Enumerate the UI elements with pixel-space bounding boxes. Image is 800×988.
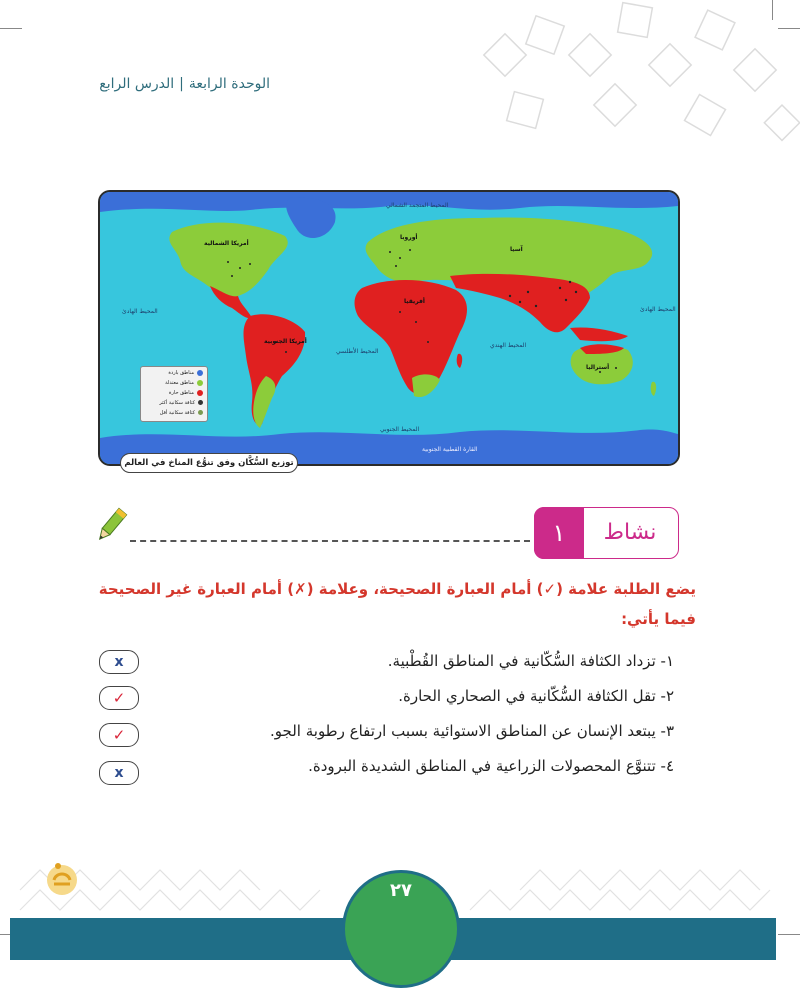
label-atlantic: المحيط الأطلسي <box>336 348 379 355</box>
high-density-swatch <box>198 400 203 405</box>
temperate-zone-swatch <box>197 380 203 386</box>
statement-1: ١- تزداد الكثافة السُّكّانية في المناطق القُطْبية. <box>387 652 674 670</box>
label-indian: المحيط الهندي <box>490 342 527 349</box>
label-antarctica: القارة القطبية الجنوبية <box>422 446 478 453</box>
activity-divider <box>130 540 530 542</box>
legend-item <box>159 399 203 408</box>
answer-mark-2[interactable]: ✓ <box>99 686 139 710</box>
legend-item <box>165 379 203 388</box>
answer-mark-3[interactable]: ✓ <box>99 723 139 747</box>
page-header <box>99 76 270 92</box>
unit-label: الوحدة الرابعة <box>188 76 270 92</box>
answer-mark-1[interactable]: x <box>99 650 139 674</box>
answer-mark-4[interactable]: x <box>99 761 139 785</box>
label-africa: أفريقيا <box>404 298 425 305</box>
crop-mark <box>0 28 22 29</box>
statement-4: ٤- تتنوَّع المحصولات الزراعية في المناطق الشديدة البرودة. <box>308 757 674 775</box>
low-density-swatch <box>198 410 203 415</box>
page-number: ٢٧ <box>390 880 412 901</box>
ministry-logo-icon <box>42 858 82 898</box>
map-caption: توزيع السُّكَّان وفق تنوُّع المناخ في العالم <box>120 453 298 473</box>
label-pacific-west: المحيط الهادئ <box>122 308 158 315</box>
legend-item <box>169 389 203 398</box>
label-south-america: أمريكا الجنوبية <box>264 338 307 345</box>
lesson-label: الدرس الرابع <box>99 76 175 92</box>
south-america <box>244 314 306 425</box>
cold-zone-swatch <box>197 370 203 376</box>
legend-label: كثافة سكانية أقل <box>159 410 195 416</box>
map-legend <box>140 366 208 422</box>
legend-item <box>168 369 203 378</box>
activity-title: نشاط <box>603 520 657 545</box>
statement-3: ٣- يبتعد الإنسان عن المناطق الاستوائية بسبب ارتفاع رطوبة الجو. <box>270 722 674 740</box>
label-asia: آسيا <box>510 246 523 253</box>
activity-instruction: يضع الطلبة علامة (✓) أمام العبارة الصحيحة، وعلامة (✗) أمام العبارة غير الصحيحة <box>98 580 696 598</box>
activity-number: ١ <box>534 507 584 559</box>
pencil-icon <box>94 506 130 546</box>
world-climate-map <box>98 190 680 466</box>
madagascar <box>457 354 462 368</box>
south-africa-temperate <box>412 374 440 397</box>
label-europe: أوروبا <box>400 234 418 241</box>
north-america <box>169 223 287 298</box>
hot-zone-swatch <box>197 390 203 396</box>
label-southern-ocean: المحيط الجنوبي <box>380 426 420 433</box>
decorative-pattern-top <box>470 0 800 150</box>
header-separator: | <box>179 76 184 92</box>
se-asia-islands <box>570 327 628 341</box>
label-north-america: أمريكا الشمالية <box>204 240 249 247</box>
map-drawing <box>100 192 678 464</box>
label-pacific-east: المحيط الهادئ <box>640 306 676 313</box>
new-zealand <box>651 382 656 396</box>
legend-label: مناطق معتدلة <box>165 380 194 386</box>
legend-label: كثافة سكانية أكثر <box>159 400 195 406</box>
legend-item <box>160 409 203 418</box>
activity-instruction-continued: فيما يأتي: <box>621 610 696 628</box>
label-australia: أستراليا <box>586 364 610 371</box>
legend-label: مناطق باردة <box>168 370 194 376</box>
label-arctic-ocean: المحيط المتجمد الشمالي <box>386 202 449 209</box>
crop-mark <box>778 934 800 935</box>
legend-label: مناطق حارة <box>168 390 194 396</box>
statement-2: ٢- تقل الكثافة السُّكّانية في الصحاري الحارة. <box>398 687 674 705</box>
